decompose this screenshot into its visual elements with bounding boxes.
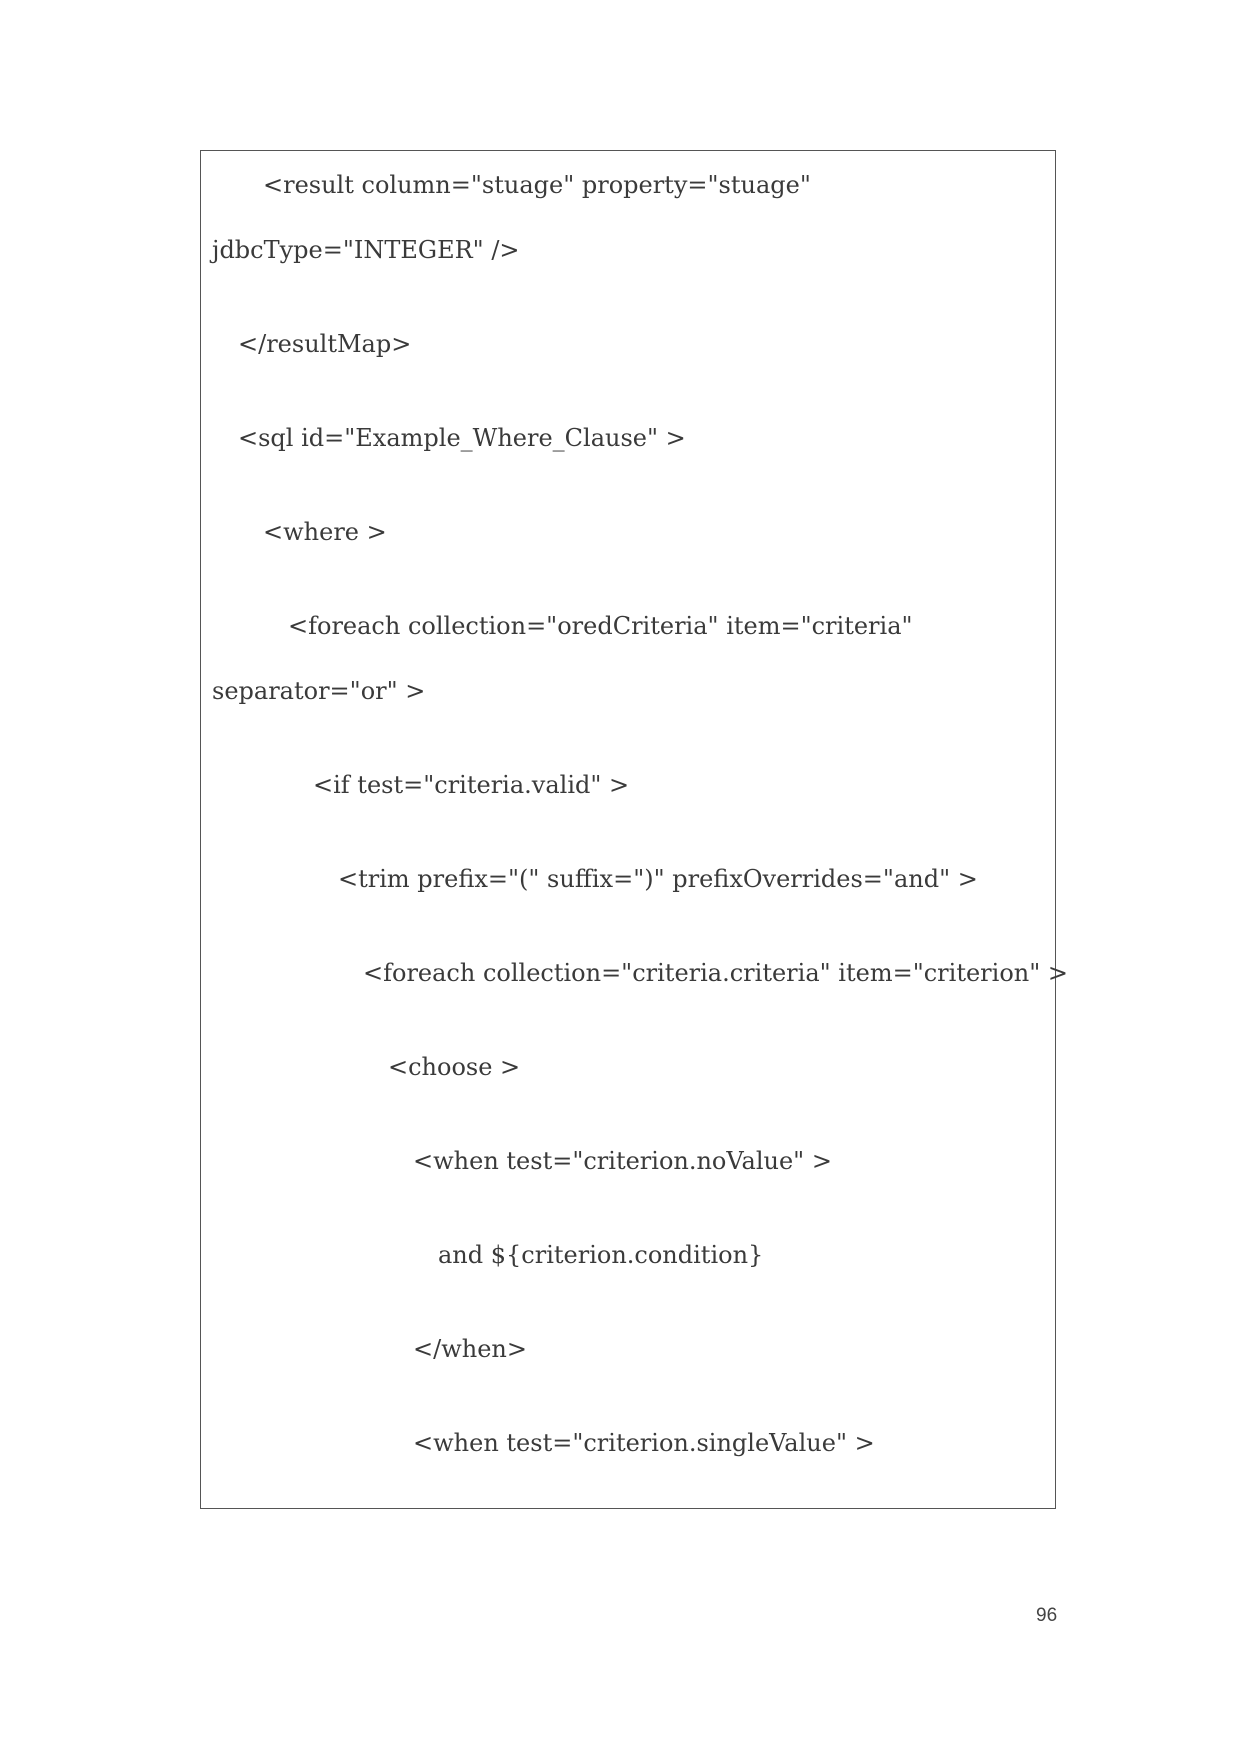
code-block [200,150,1068,1509]
code-line-if: <if test="criteria.valid" > [313,771,630,799]
code-line-result: <result column="stuage" property="stuage" [263,171,811,199]
page-number: 96 [1036,1605,1058,1626]
code-line-when-novalue: <when test="criterion.noValue" > [413,1147,832,1175]
code-line-when-singlevalue: <when test="criterion.singleValue" > [413,1429,875,1457]
code-line-trim: <trim prefix="(" suffix=")" prefixOverrides="and" > [338,865,978,893]
code-line-resultmap-end: </resultMap> [238,330,412,358]
code-line-choose: <choose > [388,1053,521,1081]
code-line-condition: and ${criterion.condition} [438,1241,764,1269]
code-line-sql: <sql id="Example_Where_Clause" > [238,424,686,452]
code-line-separator: separator="or" > [212,677,426,705]
code-line-when-end: </when> [413,1335,527,1363]
code-line-foreach-inner: <foreach collection="criteria.criteria" item="criterion" > [363,959,1068,987]
code-line-jdbctype: jdbcType="INTEGER" /> [212,236,520,264]
code-line-foreach-outer: <foreach collection="oredCriteria" item="criteria" [288,612,913,640]
code-line-where: <where > [263,518,387,546]
